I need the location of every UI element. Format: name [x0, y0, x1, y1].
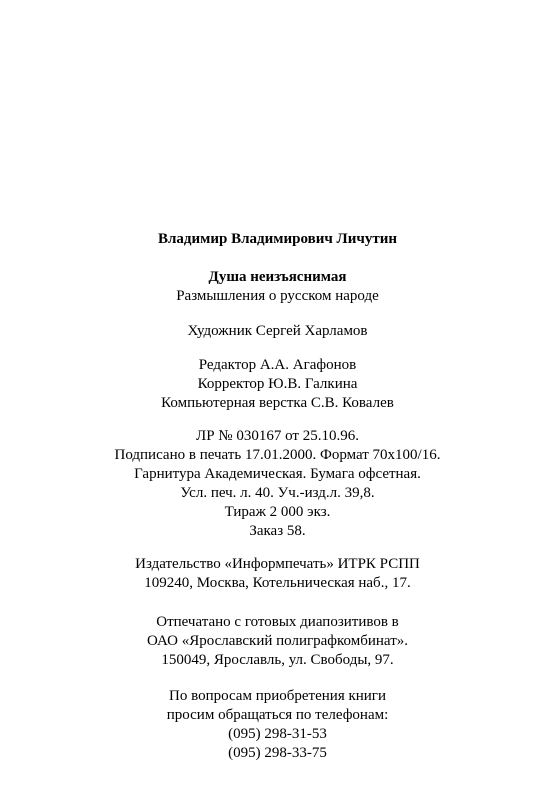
phone-2: (095) 298-33-75: [228, 745, 327, 761]
printer-line-1: Отпечатано с готовых диапозитивов в: [156, 614, 399, 630]
license-line: ЛР № 030167 от 25.10.96.: [196, 428, 359, 444]
signed-to-print-line: Подписано в печать 17.01.2000. Формат 70х100/16.: [114, 447, 441, 463]
printer-name: ОАО «Ярославский полиграфкомбинат».: [146, 633, 409, 649]
typeface-paper-line: Гарнитура Академическая. Бумага офсетная.: [134, 466, 421, 482]
author-line: Владимир Владимирович Личутин: [158, 231, 397, 247]
printer-info: [0, 613, 555, 670]
publisher-name: Издательство «Информпечать» ИТРК РСПП: [135, 556, 420, 572]
phone-1: (095) 298-31-53: [228, 726, 327, 742]
artist-credit: [0, 322, 555, 341]
staff-credits: [0, 356, 555, 413]
proofreader-line: Корректор Ю.В. Галкина: [197, 376, 358, 392]
sheets-line: Усл. печ. л. 40. Уч.-изд.л. 39,8.: [180, 485, 375, 501]
order-line: Заказ 58.: [249, 523, 306, 539]
book-title: Душа неизъяснимая: [208, 269, 347, 285]
printer-address: 150049, Ярославль, ул. Свободы, 97.: [161, 652, 394, 668]
contact-info: [0, 687, 555, 763]
layout-line: Компьютерная верстка С.В. Ковалев: [161, 395, 394, 411]
editor-line: Редактор А.А. Агафонов: [198, 357, 357, 373]
technical-details: [0, 427, 555, 541]
artist-line: Художник Сергей Харламов: [187, 323, 368, 339]
publisher-info: [0, 555, 555, 593]
contact-line-2: просим обращаться по телефонам:: [166, 707, 389, 723]
book-subtitle: Размышления о русском народе: [176, 288, 379, 304]
author-name: [0, 230, 555, 249]
title-block: [0, 268, 555, 306]
print-run-line: Тираж 2 000 экз.: [224, 504, 331, 520]
contact-line-1: По вопросам приобретения книги: [169, 688, 386, 704]
publisher-address: 109240, Москва, Котельническая наб., 17.: [144, 575, 411, 591]
